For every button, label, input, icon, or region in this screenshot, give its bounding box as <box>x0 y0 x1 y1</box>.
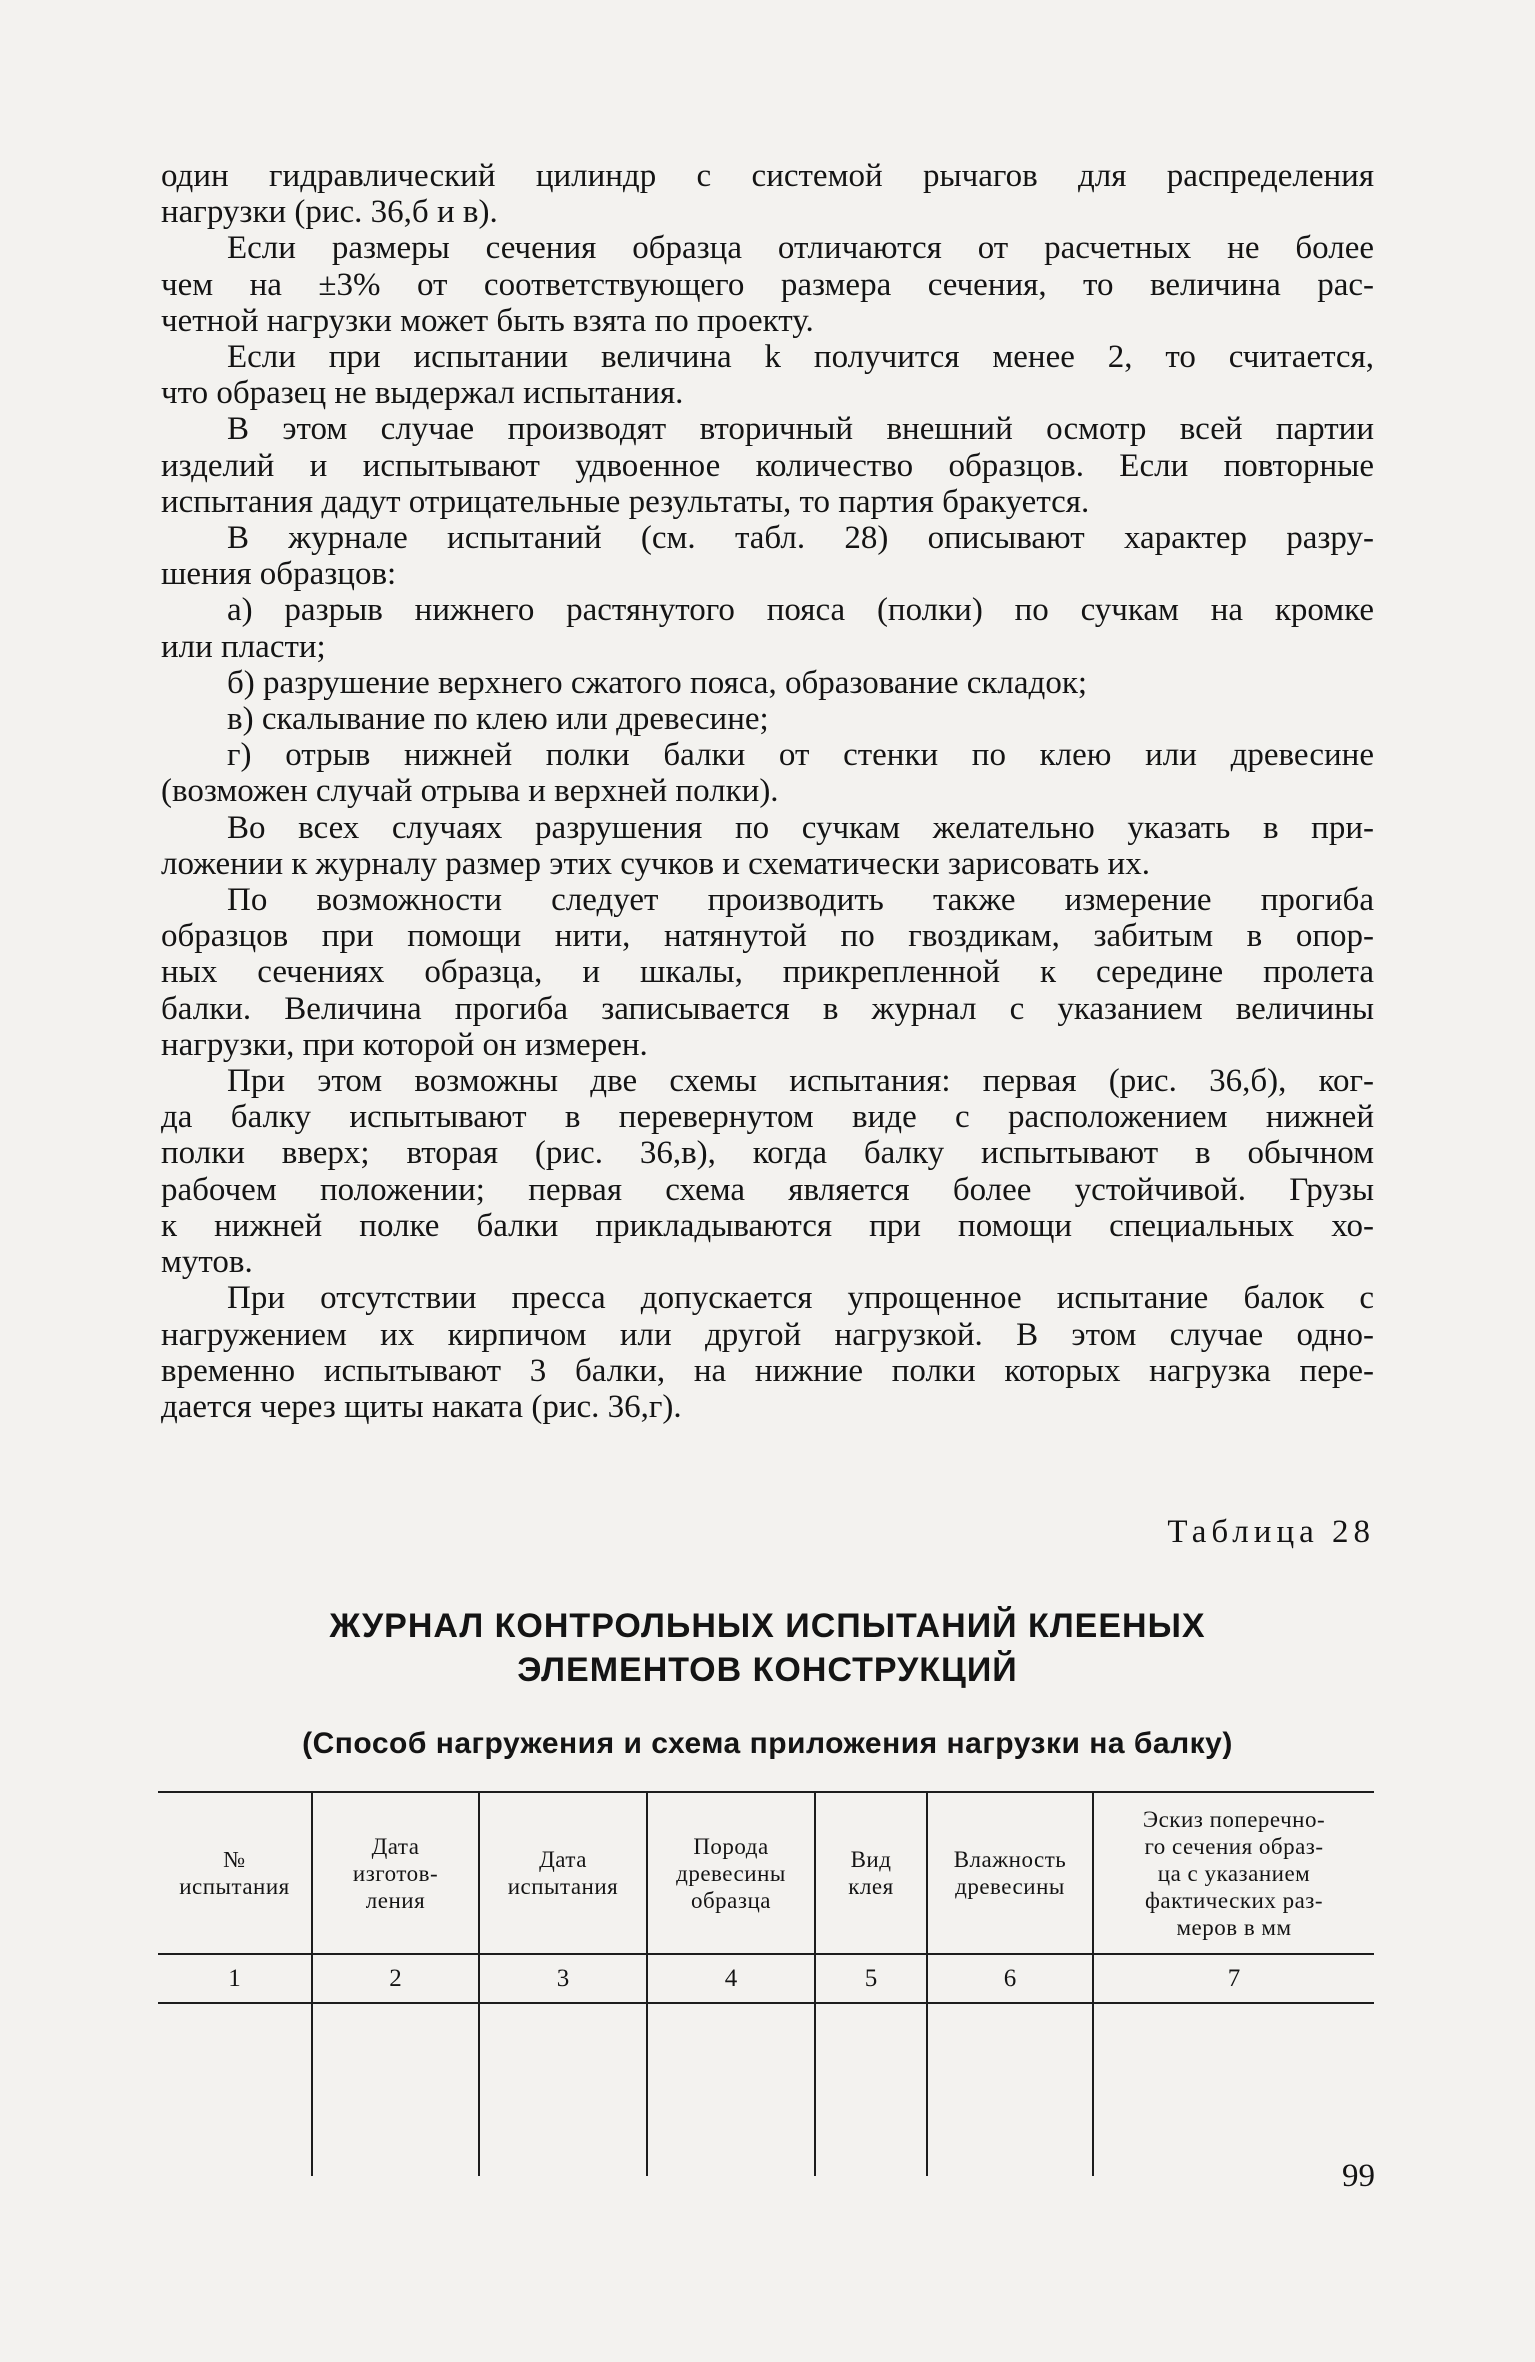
column-header-line: древесины <box>955 1874 1065 1899</box>
text-line: При этом возможны две схемы испытания: первая (рис. 36,б), ког- <box>227 1063 1374 1100</box>
table-title-line: ЖУРНАЛ КОНТРОЛЬНЫХ ИСПЫТАНИЙ КЛЕЕНЫХ <box>329 1607 1206 1645</box>
page-number: 99 <box>1342 2158 1375 2194</box>
column-header-line: изготов- <box>352 1860 439 1886</box>
text-line: испытания дадут отрицательные результаты, то партия бракуется. <box>161 483 1090 520</box>
column-header-line: клея <box>848 1874 894 1899</box>
table-title-line: ЭЛЕМЕНТОВ КОНСТРУКЦИЙ <box>517 1651 1018 1689</box>
text-line: (возможен случай отрыва и верхней полки). <box>161 773 779 810</box>
text-line: Во всех случаях разрушения по сучкам желательно указать в при- <box>227 809 1374 846</box>
text-line: г) отрыв нижней полки балки от стенки по клею или древесине <box>227 737 1374 774</box>
paragraph <box>161 810 1374 882</box>
column-header-line: фактических раз- <box>1144 1887 1324 1913</box>
text-line: образцов при помощи нити, натянутой по гвоздикам, забитым в опор- <box>161 918 1374 955</box>
column-header-line: Вид <box>850 1847 892 1872</box>
text-line: ных сечениях образца, и шкалы, прикрепленной к середине пролета <box>161 954 1374 991</box>
column-number: 4 <box>647 1954 815 2003</box>
table-empty-row <box>158 2116 1374 2176</box>
paragraph <box>161 737 1374 809</box>
text-line: ложении к журналу размер этих сучков и схематически зарисовать их. <box>161 845 1150 882</box>
column-header-line: Дата <box>539 1847 587 1872</box>
column-header-line: ца с указанием <box>1157 1860 1311 1886</box>
table-header-row <box>158 1792 1374 1954</box>
paragraph <box>161 592 1374 664</box>
column-header-line: древесины <box>676 1860 786 1886</box>
text-line: рабочем положении; первая схема является более устойчивой. Грузы <box>161 1171 1374 1208</box>
text-line: Если при испытании величина k получится менее 2, то считается, <box>227 339 1374 376</box>
text-line: один гидравлический цилиндр с системой рычагов для распределения <box>161 158 1374 194</box>
column-number: 3 <box>479 1954 647 2003</box>
journal-table <box>158 1791 1374 2176</box>
table-subtitle: (Способ нагружения и схема приложения нагрузки на балку) <box>302 1727 1233 1760</box>
column-header-line: меров в мм <box>1176 1914 1292 1940</box>
column-header <box>158 1792 312 1954</box>
column-number: 6 <box>927 1954 1093 2003</box>
column-number: 5 <box>815 1954 927 2003</box>
table-title <box>161 1604 1374 1692</box>
text-line: четной нагрузки может быть взята по проекту. <box>161 302 814 339</box>
paragraph <box>161 701 1374 737</box>
column-header <box>815 1792 927 1954</box>
column-header-line: испытания <box>179 1874 290 1899</box>
text-line: в) скалывание по клею или древесине; <box>227 701 769 738</box>
column-number: 7 <box>1093 1954 1374 2003</box>
text-line: При отсутствии пресса допускается упрощенное испытание балок с <box>227 1280 1374 1317</box>
column-number: 1 <box>158 1954 312 2003</box>
column-header <box>479 1792 647 1954</box>
text-line: полки вверх; вторая (рис. 36,в), когда балку испытывают в обычном <box>161 1135 1374 1172</box>
paragraph <box>161 882 1374 1063</box>
text-line: или пласти; <box>161 628 326 665</box>
text-line: нагрузки (рис. 36,б и в). <box>161 194 498 231</box>
text-line: Если размеры сечения образца отличаются от расчетных не более <box>227 230 1374 267</box>
paragraph <box>161 520 1374 592</box>
text-line: В этом случае производят вторичный внешний осмотр всей партии <box>227 411 1374 448</box>
column-header <box>312 1792 479 1954</box>
text-line: а) разрыв нижнего растянутого пояса (полки) по сучкам на кромке <box>227 592 1374 629</box>
column-header <box>647 1792 815 1954</box>
text-line: балки. Величина прогиба записывается в журнал с указанием величины <box>161 990 1374 1027</box>
text-line: В журнале испытаний (см. табл. 28) описывают характер разру- <box>227 520 1374 557</box>
column-number: 2 <box>312 1954 479 2003</box>
paragraph <box>161 665 1374 701</box>
paragraph <box>161 230 1374 339</box>
text-line: изделий и испытывают удвоенное количество образцов. Если повторные <box>161 447 1374 484</box>
column-header-line: образца <box>690 1887 771 1913</box>
column-header-line: Влажность <box>953 1847 1067 1872</box>
column-header-line: Порода <box>693 1833 769 1859</box>
text-line: дается через щиты наката (рис. 36,г). <box>161 1388 682 1425</box>
text-line: шения образцов: <box>161 556 397 593</box>
column-header-line: № <box>223 1847 246 1872</box>
text-line: б) разрушение верхнего сжатого пояса, образование складок; <box>227 664 1088 701</box>
table-caption: Таблица 28 <box>1167 1514 1375 1550</box>
column-header <box>927 1792 1093 1954</box>
column-header-line: Дата <box>371 1833 420 1859</box>
text-line: нагрузки, при которой он измерен. <box>161 1026 648 1063</box>
column-header-line: ления <box>365 1887 426 1913</box>
text-line: временно испытывают 3 балки, на нижние полки которых нагрузка пере- <box>161 1352 1374 1389</box>
column-header-line: испытания <box>507 1874 619 1899</box>
body-text <box>161 158 1374 1425</box>
text-line: к нижней полке балки прикладываются при помощи специальных хо- <box>161 1207 1374 1244</box>
table-empty-row <box>158 2003 1374 2116</box>
text-line: По возможности следует производить также измерение прогиба <box>227 882 1374 919</box>
column-header <box>1093 1792 1374 1954</box>
text-line: нагружением их кирпичом или другой нагрузкой. В этом случае одно- <box>161 1316 1374 1353</box>
paragraph <box>161 1063 1374 1280</box>
table-column-numbers-row <box>158 1954 1374 2003</box>
paragraph <box>161 1280 1374 1425</box>
text-line: чем на ±3% от соответствующего размера сечения, то величина рас- <box>161 266 1374 303</box>
column-header-line: Эскиз поперечно- <box>1142 1806 1326 1832</box>
text-line: что образец не выдержал испытания. <box>161 375 684 412</box>
text-line: мутов. <box>161 1244 253 1281</box>
column-header-line: го сечения образ- <box>1144 1833 1324 1859</box>
paragraph <box>161 411 1374 520</box>
paragraph <box>161 339 1374 411</box>
paragraph <box>161 158 1374 230</box>
text-line: да балку испытывают в перевернутом виде с расположением нижней <box>161 1099 1374 1136</box>
